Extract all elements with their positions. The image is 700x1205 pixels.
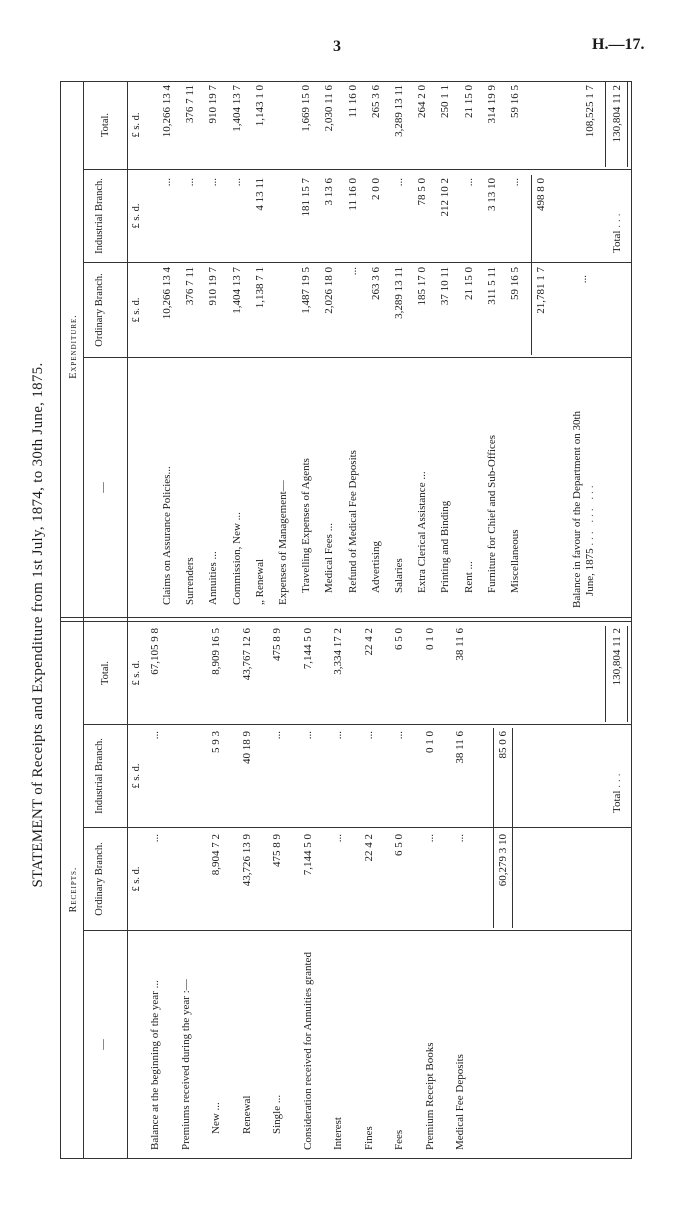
receipts-row-total: 7,144 5 0 xyxy=(301,628,314,670)
receipts-row-label xyxy=(424,1042,436,1150)
receipts-row-total: 22 4 2 xyxy=(362,628,375,656)
expenditure-row-ordinary: 376 7 11 xyxy=(184,267,197,306)
receipts-ordinary-subtotal: 60,279 3 10 xyxy=(497,834,509,887)
expenditure-row-total: 910 19 7 xyxy=(207,85,220,124)
receipts-row-label-text: New ... xyxy=(210,1102,222,1134)
expenditure-row-total: 1,669 15 0 xyxy=(300,85,313,132)
expenditure-row-label xyxy=(439,501,451,593)
receipts-row-ordinary: 7,144 5 0 xyxy=(301,834,314,876)
expenditure-row-label xyxy=(347,450,359,593)
expenditure-row-label-text: „ Renewal xyxy=(253,558,266,605)
receipts-row-industrial: 0 1 0 xyxy=(423,731,436,753)
expenditure-row-total: 1,143 1 0 xyxy=(253,85,266,127)
receipts-row-label-text: Fees xyxy=(393,1129,405,1150)
expenditure-row-total: 2,030 11 6 xyxy=(323,85,336,132)
expenditure-row-label-text: Surrenders xyxy=(184,557,197,605)
expenditure-total-label: Total ... xyxy=(611,210,623,253)
receipts-grand-total: 130,804 11 2 xyxy=(611,628,623,686)
receipts-row-total: 38 11 6 xyxy=(454,628,466,661)
expenditure-row-total: 1,404 13 7 xyxy=(230,85,243,132)
receipts-heading: Receipts. xyxy=(68,866,79,913)
receipts-row-ordinary: ... xyxy=(454,834,466,843)
expenditure-row-industrial: ... xyxy=(393,178,405,187)
receipts-row-ordinary: 22 4 2 xyxy=(362,834,375,862)
expenditure-row-label-text: Furniture for Chief and Sub-Offices xyxy=(485,434,498,593)
expenditure-ordinary-unit: £ s. d. xyxy=(131,297,142,323)
expenditure-row-total: 21 15 0 xyxy=(462,85,475,118)
expenditure-row-total: 250 1 1 xyxy=(439,85,452,118)
receipts-row-label-text: Interest xyxy=(332,1117,344,1150)
expenditure-row-industrial: ... xyxy=(462,178,475,187)
expenditure-industrial-subtotal: 498 8 0 xyxy=(535,178,547,211)
expenditure-row-label-text: Travelling Expenses of Agents xyxy=(300,458,313,593)
receipts-row-label xyxy=(454,1054,466,1150)
receipts-industrial-subtotal: 85 0 6 xyxy=(497,731,509,759)
expenditure-industrial-header: Industrial Branch. xyxy=(94,178,105,254)
statement-table xyxy=(60,81,632,1159)
expenditure-row-industrial: 3 13 6 xyxy=(323,178,336,206)
expenditure-row-ordinary: 10,266 13 4 xyxy=(161,267,173,320)
receipts-row-industrial: ... xyxy=(362,731,375,740)
receipts-row-label xyxy=(363,1126,375,1150)
receipts-row-label xyxy=(241,1096,253,1134)
receipts-row-industrial: ... xyxy=(271,731,283,740)
receipts-row-total: 0 1 0 xyxy=(423,628,436,650)
receipts-row-ordinary: ... xyxy=(423,834,436,843)
receipts-row-label-text: Premium Receipt Books xyxy=(423,1042,436,1150)
expenditure-row-total: 3,289 13 11 xyxy=(393,85,405,137)
expenditure-row-label xyxy=(277,480,289,605)
expenditure-heading: Expenditure. xyxy=(68,314,79,379)
expenditure-row-label xyxy=(254,559,266,605)
expenditure-row-label xyxy=(509,529,521,593)
receipts-row-total: 8,909 16 5 xyxy=(210,628,222,675)
expenditure-row-ordinary: 3,289 13 11 xyxy=(393,267,405,319)
expenditure-row-label xyxy=(393,558,405,593)
expenditure-row-label-text: Advertising xyxy=(369,541,382,593)
receipts-row-label-text: Balance at the beginning of the year ... xyxy=(149,980,161,1150)
receipts-row-label-text: Medical Fee Deposits xyxy=(454,1054,466,1150)
receipts-row-ordinary: 475 8 9 xyxy=(271,834,283,867)
expenditure-desc-header: — xyxy=(98,482,109,493)
page-reference: H.—17. xyxy=(592,36,645,53)
expenditure-total-header: Total. xyxy=(100,112,111,138)
receipts-ordinary-unit: £ s. d. xyxy=(131,866,142,892)
expenditure-ordinary-subtotal: 21,781 1 7 xyxy=(535,267,547,314)
expenditure-row-label-text: Medical Fees ... xyxy=(323,523,336,593)
expenditure-row-label-text: Rent ... xyxy=(462,561,475,593)
expenditure-row-ordinary: 185 17 0 xyxy=(416,267,429,306)
expenditure-row-industrial: 181 15 7 xyxy=(300,178,313,217)
expenditure-row-ordinary: 2,026 18 0 xyxy=(323,267,336,314)
receipts-row-label-text: Single ... xyxy=(271,1094,283,1134)
balance-total: 108,525 1 7 xyxy=(584,85,596,138)
receipts-row-total: 67,105 9 8 xyxy=(149,628,161,675)
expenditure-row-ordinary: 311 5 11 xyxy=(485,267,498,305)
expenditure-row-label-text: Refund of Medical Fee Deposits xyxy=(346,450,359,593)
expenditure-row-label xyxy=(416,471,428,593)
receipts-row-label-text: Renewal xyxy=(240,1095,253,1134)
receipts-row-total: 475 8 9 xyxy=(271,628,283,661)
expenditure-row-industrial: 78 5 0 xyxy=(416,178,429,206)
expenditure-row-label xyxy=(161,466,173,605)
receipts-row-label xyxy=(393,1130,405,1150)
expenditure-row-label-text: Printing and Binding xyxy=(439,500,452,593)
expenditure-row-label xyxy=(207,551,219,605)
expenditure-row-label xyxy=(231,512,243,605)
statement-sheet xyxy=(30,75,660,1175)
expenditure-row-industrial: ... xyxy=(161,178,173,187)
expenditure-row-label xyxy=(486,435,498,593)
receipts-row-industrial: 5 9 3 xyxy=(210,731,222,753)
receipts-row-label-text: Consideration received for Annuities granted xyxy=(301,952,314,1150)
statement-title: STATEMENT of Receipts and Expenditure from 1st July, 1874, to 30th June, 1875. xyxy=(30,362,46,888)
expenditure-ordinary-header: Ordinary Branch. xyxy=(94,273,105,347)
receipts-row-ordinary: ... xyxy=(149,834,161,843)
expenditure-row-total: 264 2 0 xyxy=(416,85,429,118)
expenditure-row-ordinary: 59 16 5 xyxy=(509,267,521,300)
expenditure-row-industrial: ... xyxy=(509,178,521,187)
page-number: 3 xyxy=(333,38,341,55)
receipts-row-label xyxy=(271,1095,283,1134)
expenditure-row-total: 314 19 9 xyxy=(485,85,498,124)
expenditure-row-label xyxy=(323,523,335,593)
expenditure-row-ordinary: ... xyxy=(346,267,359,276)
receipts-total-unit: £ s. d. xyxy=(131,660,142,686)
receipts-total-header: Total. xyxy=(100,660,111,686)
balance-ordinary: ... xyxy=(577,275,589,284)
expenditure-row-label-text: Annuities ... xyxy=(207,551,220,605)
receipts-row-label xyxy=(180,979,192,1150)
expenditure-row-industrial: 3 13 10 xyxy=(485,178,498,211)
receipts-row-label-text: Fines xyxy=(362,1126,375,1150)
balance-label-2: June, 1875 ... ... ... xyxy=(584,482,596,596)
receipts-row-label xyxy=(210,1102,222,1134)
expenditure-row-label xyxy=(184,557,196,605)
receipts-row-industrial: ... xyxy=(332,731,344,740)
receipts-row-ordinary: 8,904 7 2 xyxy=(210,834,222,876)
expenditure-row-ordinary: 37 10 11 xyxy=(439,267,452,306)
expenditure-row-ordinary: 1,487 19 5 xyxy=(300,267,313,314)
expenditure-row-ordinary: 1,404 13 7 xyxy=(230,267,243,314)
receipts-row-ordinary: ... xyxy=(332,834,344,843)
receipts-row-industrial: 40 18 9 xyxy=(240,731,253,764)
expenditure-row-industrial: 11 16 0 xyxy=(346,178,359,211)
receipts-ordinary-header: Ordinary Branch. xyxy=(94,842,105,916)
expenditure-row-total: 265 3 6 xyxy=(369,85,382,118)
expenditure-row-ordinary: 1,138 7 1 xyxy=(253,267,266,309)
receipts-row-total: 6 5 0 xyxy=(393,628,405,650)
receipts-row-label xyxy=(149,980,161,1150)
expenditure-row-industrial: ... xyxy=(230,178,243,187)
expenditure-row-label-text: Expenses of Management— xyxy=(277,480,289,605)
expenditure-row-total: 59 16 5 xyxy=(509,85,521,118)
expenditure-row-label xyxy=(463,561,475,593)
receipts-industrial-header: Industrial Branch. xyxy=(94,738,105,814)
expenditure-row-total: 11 16 0 xyxy=(346,85,359,118)
expenditure-row-industrial: 2 0 0 xyxy=(369,178,382,200)
expenditure-row-ordinary: 910 19 7 xyxy=(207,267,220,306)
expenditure-row-label-text: Extra Clerical Assistance ... xyxy=(416,471,429,593)
expenditure-row-industrial: 4 13 11 xyxy=(253,178,266,211)
receipts-row-industrial: ... xyxy=(301,731,314,740)
receipts-desc-header: — xyxy=(98,1039,109,1050)
expenditure-row-label-text: Claims on Assurance Policies... xyxy=(161,466,173,605)
receipts-row-ordinary: 43,726 13 9 xyxy=(240,834,253,887)
expenditure-row-label-text: Salaries xyxy=(393,558,405,593)
expenditure-grand-total: 130,804 11 2 xyxy=(611,85,623,143)
expenditure-total-unit: £ s. d. xyxy=(131,112,142,138)
expenditure-row-industrial: ... xyxy=(207,178,220,187)
receipts-row-label xyxy=(332,1117,344,1150)
expenditure-industrial-unit: £ s. d. xyxy=(131,203,142,229)
receipts-row-industrial: ... xyxy=(393,731,405,740)
receipts-row-industrial: 38 11 6 xyxy=(454,731,466,764)
expenditure-row-total: 10,266 13 4 xyxy=(161,85,173,138)
receipts-row-label xyxy=(302,952,314,1150)
receipts-row-total: 43,767 12 6 xyxy=(240,628,253,681)
expenditure-row-label xyxy=(370,541,382,593)
expenditure-row-ordinary: 263 3 6 xyxy=(369,267,382,300)
receipts-row-industrial: ... xyxy=(149,731,161,740)
receipts-row-label-text: Premiums received during the year :— xyxy=(179,979,192,1150)
receipts-row-total: 3,334 17 2 xyxy=(332,628,344,675)
expenditure-row-label xyxy=(300,458,312,593)
expenditure-row-label-text: Miscellaneous xyxy=(509,529,521,593)
balance-label-1: Balance in favour of the Department on 30th xyxy=(571,410,583,608)
receipts-industrial-unit: £ s. d. xyxy=(131,763,142,789)
receipts-row-ordinary: 6 5 0 xyxy=(393,834,405,856)
expenditure-row-industrial: ... xyxy=(184,178,197,187)
expenditure-row-industrial: 212 10 2 xyxy=(439,178,452,217)
receipts-total-label: Total ... xyxy=(611,770,623,813)
expenditure-row-total: 376 7 11 xyxy=(184,85,197,124)
expenditure-row-label-text: Commission, New ... xyxy=(230,512,243,605)
expenditure-row-ordinary: 21 15 0 xyxy=(462,267,475,300)
